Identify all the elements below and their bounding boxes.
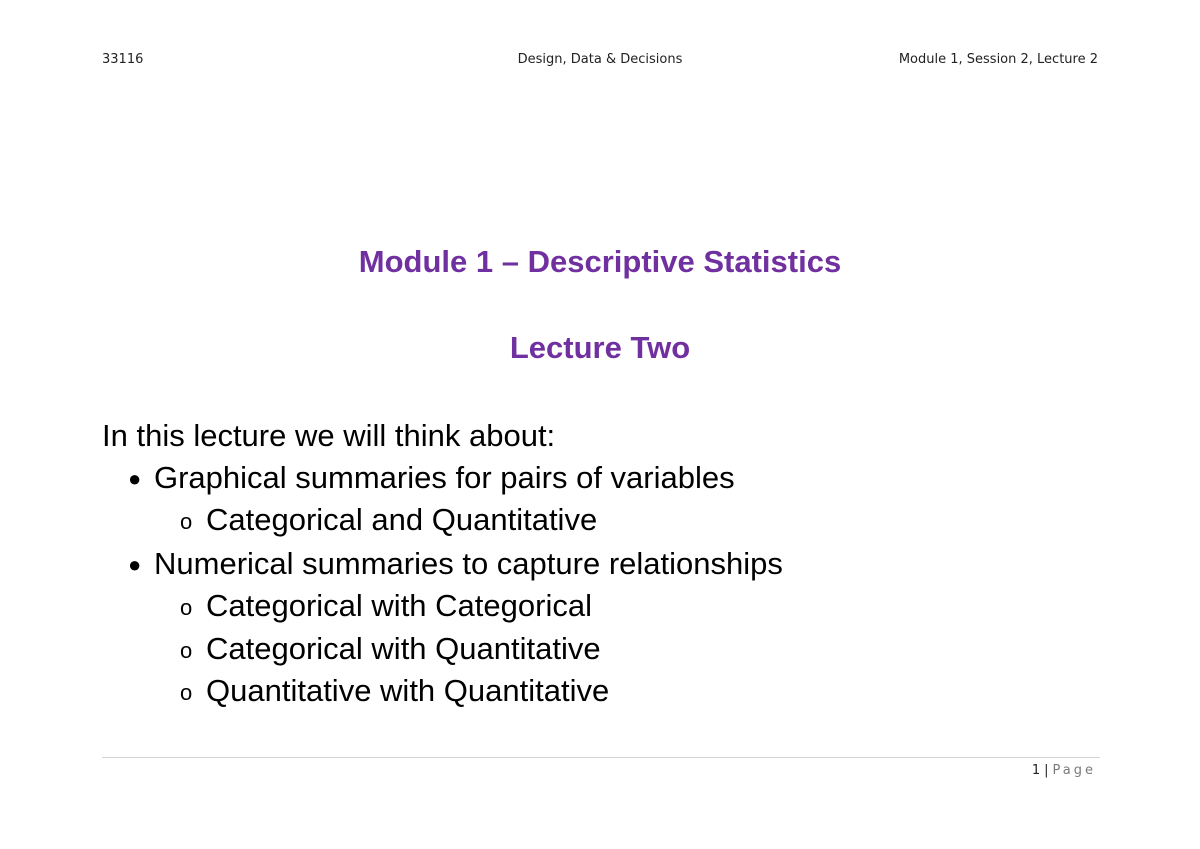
document-title: Module 1 – Descriptive Statistics xyxy=(358,244,842,279)
header-session: Module 1, Session 2, Lecture 2 xyxy=(898,52,1098,67)
list-item xyxy=(128,543,783,586)
page-footer xyxy=(1032,763,1096,778)
circle-bullet-icon: o xyxy=(180,680,193,705)
page-number: 1 xyxy=(1031,763,1041,778)
list-item xyxy=(180,628,601,672)
circle-bullet-icon: o xyxy=(180,595,193,620)
page-label: Page xyxy=(1052,763,1096,778)
list-item-text: Categorical and Quantitative xyxy=(206,502,598,537)
list-item-text: Categorical with Quantitative xyxy=(206,631,601,666)
list-item-text: Numerical summaries to capture relationships xyxy=(154,546,783,581)
list-item xyxy=(128,457,735,500)
bullet-icon: ● xyxy=(128,466,142,491)
intro-text: In this lecture we will think about: xyxy=(102,418,556,453)
list-item-text: Categorical with Categorical xyxy=(206,588,592,623)
list-item xyxy=(180,670,609,714)
list-item xyxy=(180,499,597,543)
page-header xyxy=(102,52,1098,72)
header-course-code: 33116 xyxy=(102,52,144,67)
list-item-text: Graphical summaries for pairs of variables xyxy=(154,460,735,495)
footer-divider xyxy=(102,757,1100,758)
header-course-name: Design, Data & Decisions xyxy=(517,52,683,67)
list-item-text: Quantitative with Quantitative xyxy=(206,673,610,708)
document-subtitle: Lecture Two xyxy=(509,330,691,365)
circle-bullet-icon: o xyxy=(180,638,193,663)
list-item xyxy=(180,585,592,629)
bullet-icon: ● xyxy=(128,552,142,577)
circle-bullet-icon: o xyxy=(180,509,193,534)
footer-separator: | xyxy=(1044,763,1049,778)
